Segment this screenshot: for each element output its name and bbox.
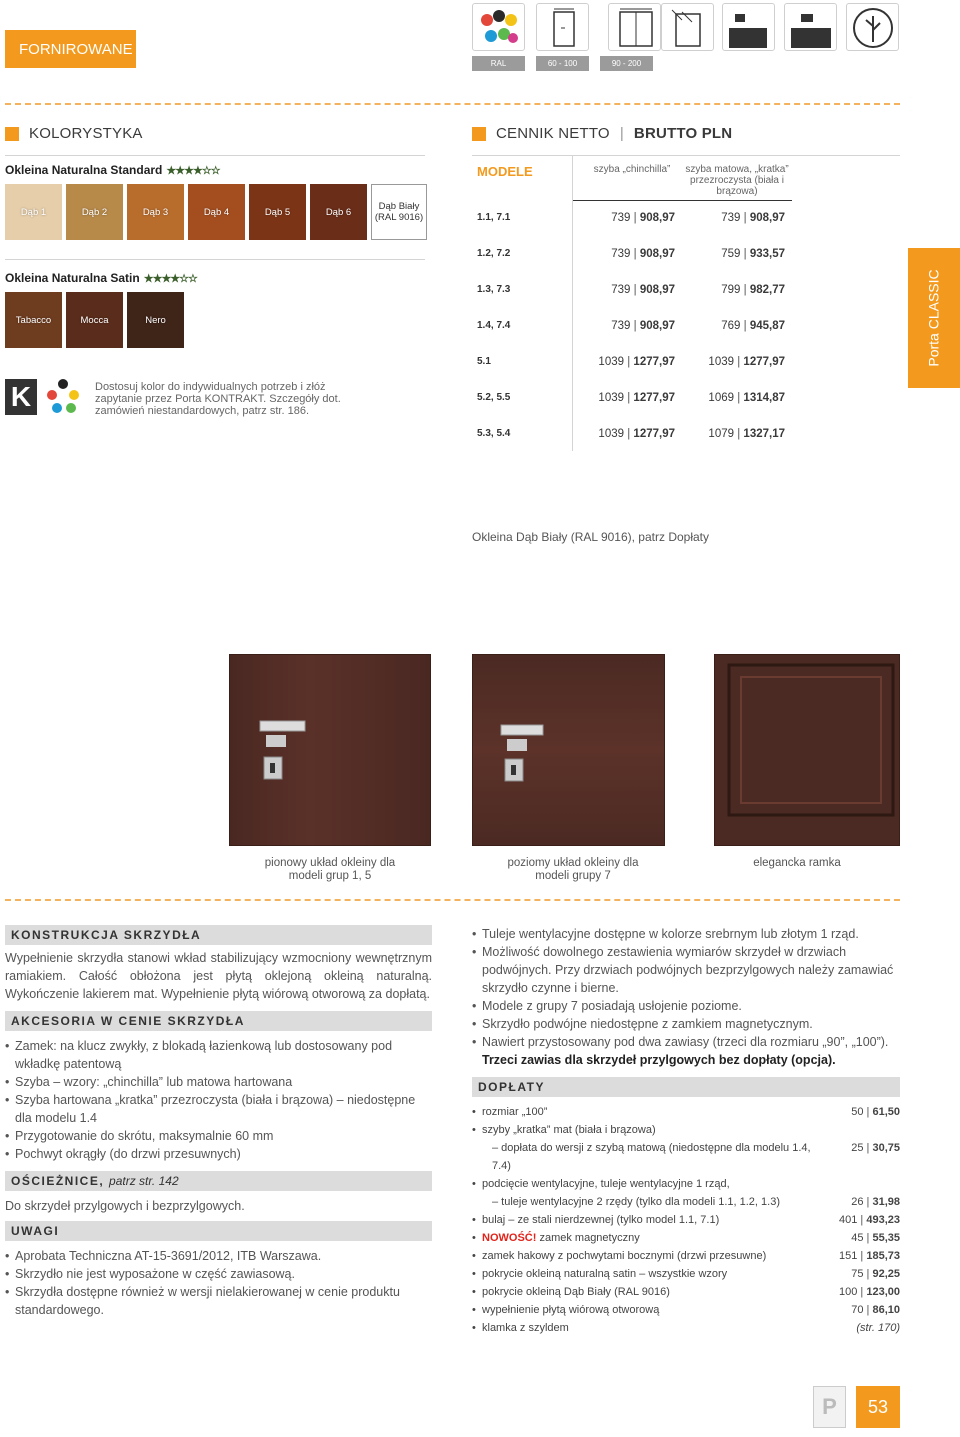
- netto-value: 769: [721, 320, 741, 332]
- list-item: • Tuleje wentylacyjne dostępne w kolorze srebrnym lub złotym 1 rząd.: [472, 925, 900, 943]
- addon-price: [820, 1121, 900, 1139]
- addon-row: [472, 1121, 900, 1139]
- ral-colors-icon: [472, 3, 525, 51]
- swatch-dab-3[interactable]: [127, 184, 184, 240]
- netto-value: 739: [721, 212, 741, 224]
- brutto-value: 86,10: [872, 1304, 900, 1316]
- swatch-label: Dąb 6: [325, 206, 352, 218]
- netto-value: 75: [851, 1268, 864, 1280]
- addon-row: [472, 1229, 900, 1247]
- netto-value: 45: [851, 1232, 864, 1244]
- oscieznice-title: OŚCIEŻNICE,: [11, 1174, 105, 1188]
- netto-value: 1039: [708, 356, 735, 368]
- addon-text: – dopłata do wersji z szybą matową (niedostępne dla modelu 1.4, 7.4): [492, 1142, 811, 1172]
- swatch-label: Dąb 3: [142, 206, 169, 218]
- model-cell: 5.3, 5.4: [477, 428, 511, 439]
- addon-price: 70 | 86,10: [851, 1304, 900, 1316]
- addon-row: [472, 1103, 900, 1121]
- list-item: • Szyba hartowana „kratka” przezroczysta (biała i brązowa) – niedostępne dla modelu 1.4: [5, 1091, 432, 1127]
- list-item: • Zamek: na klucz zwykły, z blokadą łazienkową lub dostosowany pod wkładkę patentową: [5, 1037, 432, 1073]
- list-item: • Nawiert przystosowany pod dwa zawiasy (trzeci dla rozmiaru „90”, „100”).: [472, 1033, 900, 1051]
- ral-label: RAL: [472, 56, 525, 71]
- swatch-label: Dąb 5: [264, 206, 291, 218]
- list-item: • Przygotowanie do skrótu, maksymalnie 60 mm: [5, 1127, 432, 1145]
- addon-price: 26 | 31,98: [851, 1196, 900, 1208]
- addon-label: [472, 1229, 820, 1247]
- model-cell: 5.2, 5.5: [477, 392, 511, 403]
- addon-row: [472, 1193, 900, 1211]
- model-cell: 1.2, 7.2: [477, 248, 511, 259]
- doplaty-heading: DOPŁATY: [472, 1077, 900, 1097]
- price-header-rule: [572, 200, 792, 201]
- addon-label: [472, 1319, 820, 1337]
- swatch-label: Dąb 1: [20, 206, 47, 218]
- price-matowa: 799 | 982,77: [721, 284, 785, 296]
- addon-label: [472, 1121, 820, 1139]
- addon-label: [472, 1283, 820, 1301]
- standard-title: Okleina Naturalna Standard: [5, 163, 163, 177]
- undercut-icon: [722, 3, 775, 51]
- top-icons: [472, 3, 900, 71]
- price-matowa: 769 | 945,87: [721, 320, 785, 332]
- swatch-label: Tabacco: [15, 314, 52, 326]
- swatch-tabacco[interactable]: [5, 292, 62, 348]
- model-cell: 1.4, 7.4: [477, 320, 511, 331]
- swatch-label: Dąb 2: [81, 206, 108, 218]
- caption-frame: elegancka ramka: [753, 857, 841, 869]
- brutto-value: 185,73: [866, 1250, 900, 1262]
- price-matowa: 1039 | 1277,97: [708, 356, 785, 368]
- model-cell: 1.1, 7.1: [477, 212, 511, 223]
- bullet-square-icon: [472, 127, 486, 141]
- bullet-square-icon: [5, 127, 19, 141]
- netto-value: 50: [851, 1106, 864, 1118]
- satin-swatches: [5, 292, 184, 348]
- brutto-value: 31,98: [872, 1196, 900, 1208]
- addon-price: [820, 1319, 900, 1337]
- konstrukcja-heading: KONSTRUKCJA SKRZYDŁA: [5, 925, 432, 945]
- list-item: • Możliwość dowolnego zestawienia wymiarów skrzydeł w drzwiach podwójnych. Przy drzwiach podwójnych bezprzylgowych należy zamawiać skrzydło czynne i bierne.: [472, 943, 900, 997]
- top-divider: [5, 103, 900, 105]
- addon-row: [472, 1283, 900, 1301]
- porta-classic-side-tab: [908, 248, 960, 388]
- photo-elegant-frame: [714, 654, 900, 846]
- swatch-dab-2[interactable]: [66, 184, 123, 240]
- addon-row: [472, 1247, 900, 1265]
- addon-text: podcięcie wentylacyjne, tuleje wentylacyjne 1 rząd,: [482, 1178, 730, 1190]
- addon-row: [472, 1139, 900, 1175]
- double-door-icon: [608, 3, 661, 51]
- page-number: 53: [856, 1386, 900, 1428]
- kolorystyka-title: KOLORYSTYKA: [29, 125, 143, 142]
- ventilation-icon: [661, 3, 714, 51]
- netto-value: 100: [839, 1286, 858, 1298]
- price-row: [477, 212, 785, 224]
- addon-price: 50 | 61,50: [851, 1106, 900, 1118]
- note-text-2: zamówień niestandardowych, patrz str. 186.: [95, 405, 310, 417]
- brutto-value: 493,23: [866, 1214, 900, 1226]
- standard-group-title: [5, 163, 220, 177]
- uwagi-heading: UWAGI: [5, 1221, 432, 1241]
- price-matowa: 1079 | 1327,17: [708, 428, 785, 440]
- akcesoria-heading: AKCESORIA W CENIE SKRZYDŁA: [5, 1011, 432, 1031]
- addon-label: [472, 1175, 820, 1193]
- cennik-netto-title: CENNIK NETTO: [496, 125, 610, 142]
- kolorystyka-rule: [5, 155, 425, 156]
- brutto-value: 1327,17: [743, 428, 785, 440]
- list-item: • Pochwyt okrągły (do drzwi przesuwnych): [5, 1145, 432, 1163]
- col-matowa: szyba matowa, „kratka” przezroczysta (biała i brązowa): [685, 164, 789, 197]
- addon-text: zamek hakowy z pochwytami bocznymi (drzwi przesuwne): [482, 1250, 767, 1262]
- addon-price: 151 | 185,73: [839, 1250, 900, 1262]
- addon-row: [472, 1211, 900, 1229]
- addon-row: [472, 1265, 900, 1283]
- list-item: • Modele z grupy 7 posiadają usłojenie poziome.: [472, 997, 900, 1015]
- list-item: • Aprobata Techniczna AT-15-3691/2012, ITB Warszawa.: [5, 1247, 432, 1265]
- cennik-heading: CENNIK NETTO | BRUTTO PLN: [472, 125, 732, 142]
- addon-text: wypełnienie płytą wiórową otworową: [482, 1304, 660, 1316]
- doplaty-table: [472, 1103, 900, 1337]
- netto-value: 739: [611, 248, 631, 260]
- list-item: • Skrzydło nie jest wyposażone w część zawiasową.: [5, 1265, 432, 1283]
- addon-ref[interactable]: (str. 170): [856, 1322, 900, 1334]
- addon-text: bulaj – ze stali nierdzewnej (tylko model 1.1, 7.1): [482, 1214, 720, 1226]
- col-chinchilla: szyba „chinchilla”: [593, 164, 671, 175]
- single-door-icon: [536, 3, 589, 51]
- footnote-text: Okleina Dąb Biały (RAL 9016), patrz Dopłaty: [472, 530, 709, 544]
- netto-value: 759: [721, 248, 741, 260]
- rating-stars-icon: ★★★★☆☆: [143, 273, 197, 285]
- price-chinchilla: 1039 | 1277,97: [598, 428, 675, 440]
- addon-text: klamka z szyldem: [482, 1322, 569, 1334]
- brutto-value: 908,97: [639, 320, 675, 332]
- photo-vertical-veneer: [229, 654, 431, 846]
- netto-value: 25: [851, 1142, 864, 1154]
- swatch-dab-4[interactable]: [188, 184, 245, 240]
- satin-group-title: [5, 271, 197, 285]
- addon-label: [472, 1211, 820, 1229]
- addon-price: [820, 1175, 900, 1193]
- netto-value: 26: [851, 1196, 864, 1208]
- netto-value: 70: [851, 1304, 864, 1316]
- price-chinchilla: 739 | 908,97: [611, 284, 675, 296]
- swatch-mocca[interactable]: [66, 292, 123, 348]
- price-chinchilla: 739 | 908,97: [611, 212, 675, 224]
- brutto-value: 908,97: [639, 212, 675, 224]
- satin-title: Okleina Naturalna Satin: [5, 271, 140, 285]
- standard-swatches: [5, 184, 427, 240]
- price-col-divider: [572, 155, 573, 451]
- width-90-200-label: 90 - 200: [600, 56, 653, 71]
- brutto-value: 945,87: [749, 320, 785, 332]
- addon-label: [472, 1103, 820, 1121]
- model-cell: 1.3, 7.3: [477, 284, 511, 295]
- addon-text: pokrycie okleiną Dąb Biały (RAL 9016): [482, 1286, 670, 1298]
- brutto-value: 55,35: [872, 1232, 900, 1244]
- caption-vertical: pionowy układ okleiny dla modeli grup 1, 5: [264, 857, 396, 882]
- netto-value: 739: [611, 320, 631, 332]
- swatch-dab-1[interactable]: [5, 184, 62, 240]
- netto-value: 1069: [708, 392, 735, 404]
- netto-value: 1039: [598, 428, 625, 440]
- list-item: • Skrzydła dostępne również w wersji nielakierowanej w cenie produktu standardowego.: [5, 1283, 432, 1319]
- price-matowa: 739 | 908,97: [721, 212, 785, 224]
- price-chinchilla: 739 | 908,97: [611, 248, 675, 260]
- price-row: [477, 356, 785, 368]
- oscieznice-ref[interactable]: patrz str. 142: [109, 1174, 179, 1188]
- door-handle-icon: [473, 655, 664, 845]
- oscieznice-text: Do skrzydeł przylgowych i bezprzylgowych.: [5, 1199, 245, 1213]
- addon-price: 75 | 92,25: [851, 1268, 900, 1280]
- brutto-value: 123,00: [866, 1286, 900, 1298]
- kontrakt-logo-icon: K: [5, 379, 37, 415]
- cennik-brutto-title: BRUTTO PLN: [633, 125, 733, 142]
- rating-stars-icon: ★★★★☆☆: [166, 165, 220, 177]
- addon-row: [472, 1175, 900, 1193]
- oscieznice-heading: [5, 1171, 432, 1191]
- price-footnote: [472, 530, 709, 544]
- uwagi-list: [5, 1247, 432, 1319]
- addon-label: [472, 1265, 820, 1283]
- model-cell: 5.1: [477, 356, 491, 367]
- swatch-label: Dąb Biały (RAL 9016): [374, 201, 424, 223]
- addon-label: [472, 1193, 820, 1211]
- brutto-value: 982,77: [749, 284, 785, 296]
- addon-price: 100 | 123,00: [839, 1286, 900, 1298]
- brutto-value: 1277,97: [633, 356, 675, 368]
- brutto-value: 92,25: [872, 1268, 900, 1280]
- addon-text: rozmiar „100”: [482, 1106, 548, 1118]
- brutto-value: 933,57: [749, 248, 785, 260]
- addon-row: [472, 1319, 900, 1337]
- price-chinchilla: 1039 | 1277,97: [598, 356, 675, 368]
- price-matowa: 759 | 933,57: [721, 248, 785, 260]
- netto-value: 151: [839, 1250, 858, 1262]
- addon-text: szyby „kratka” mat (biała i brązowa): [482, 1124, 656, 1136]
- brutto-value: 1277,97: [633, 392, 675, 404]
- swatch-label: Nero: [145, 314, 166, 326]
- info-list: [472, 925, 900, 1051]
- side-tab-label: Porta CLASSIC: [926, 269, 943, 367]
- price-row: [477, 248, 785, 260]
- price-chinchilla: 1039 | 1277,97: [598, 392, 675, 404]
- width-60-100-label: 60 - 100: [536, 56, 589, 71]
- price-matowa: 1069 | 1314,87: [708, 392, 785, 404]
- netto-value: 739: [611, 284, 631, 296]
- brutto-value: 61,50: [872, 1106, 900, 1118]
- netto-value: 799: [721, 284, 741, 296]
- bottom-divider: [5, 899, 900, 901]
- brutto-value: 30,75: [872, 1142, 900, 1154]
- addon-row: [472, 1301, 900, 1319]
- swatch-label: Mocca: [80, 314, 109, 326]
- addon-price: 45 | 55,35: [851, 1232, 900, 1244]
- lock-icon: [784, 3, 837, 51]
- akcesoria-list: [5, 1037, 432, 1163]
- info-bold: Trzeci zawias dla skrzydeł przylgowych bez dopłaty (opcja).: [482, 1053, 836, 1067]
- standard-rule: [5, 259, 425, 260]
- swatch-dab-bialy[interactable]: [371, 184, 427, 240]
- addon-text: zamek magnetyczny: [539, 1232, 640, 1244]
- netto-value: 1079: [708, 428, 735, 440]
- addon-price: 401 | 493,23: [839, 1214, 900, 1226]
- price-table-header: [477, 162, 797, 200]
- netto-value: 739: [611, 212, 631, 224]
- brutto-value: 908,97: [639, 284, 675, 296]
- caption-horizontal: poziomy układ okleiny dla modeli grupy 7: [507, 857, 639, 882]
- door-frame-icon: [715, 655, 899, 845]
- addon-label: [472, 1247, 820, 1265]
- cennik-rule: [472, 155, 900, 156]
- brutto-value: 908,97: [749, 212, 785, 224]
- note-text: Dostosuj kolor do indywidualnych potrzeb i złóż zapytanie przez Porta KONTRAKT. Szczegóły dot.: [95, 381, 341, 405]
- color-dots-icon: [45, 378, 81, 416]
- brutto-value: 1277,97: [743, 356, 785, 368]
- door-handle-icon: [230, 655, 430, 845]
- swatch-dab-5[interactable]: [249, 184, 306, 240]
- price-row: [477, 392, 785, 404]
- swatch-label: Dąb 4: [203, 206, 230, 218]
- brutto-value: 908,97: [639, 248, 675, 260]
- swatch-nero[interactable]: [127, 292, 184, 348]
- eco-tree-icon: [846, 3, 899, 51]
- col-modele: MODELE: [477, 164, 533, 179]
- netto-value: 1039: [598, 356, 625, 368]
- price-row: [477, 320, 785, 332]
- left-column: [5, 925, 432, 1319]
- addon-label: [472, 1301, 820, 1319]
- addon-text: – tuleje wentylacyjne 2 rzędy (tylko dla modeli 1.1, 1.2, 1.3): [492, 1196, 780, 1208]
- kolorystyka-heading: [5, 125, 143, 142]
- netto-value: 401: [839, 1214, 858, 1226]
- porta-logo-icon: P: [813, 1386, 846, 1428]
- price-chinchilla: 739 | 908,97: [611, 320, 675, 332]
- price-row: [477, 284, 785, 296]
- new-badge: NOWOŚĆ!: [482, 1232, 537, 1244]
- addon-text: pokrycie okleiną naturalną satin – wszystkie wzory: [482, 1268, 728, 1280]
- category-tab: FORNIROWANE: [5, 30, 136, 68]
- addon-price: 25 | 30,75: [851, 1142, 900, 1154]
- list-item: • Skrzydło podwójne niedostępne z zamkiem magnetycznym.: [472, 1015, 900, 1033]
- konstrukcja-text: Wypełnienie skrzydła stanowi wkład stabilizujący wzmocniony wewnętrznym ramiakiem. Całość obłożona jest płytą oklejoną okleiną naturalną. Wykończenie lakierem mat. Wypełnienie płytą wiórową otworową za dopłatą.: [5, 951, 432, 1001]
- right-column: [472, 925, 900, 1337]
- photo-horizontal-veneer: [472, 654, 665, 846]
- list-item: • Szyba – wzory: „chinchilla” lub matowa hartowana: [5, 1073, 432, 1091]
- addon-label: [472, 1139, 820, 1175]
- price-row: [477, 428, 785, 440]
- kontrakt-note: [95, 381, 355, 417]
- swatch-dab-6[interactable]: [310, 184, 367, 240]
- brutto-value: 1277,97: [633, 428, 675, 440]
- brutto-value: 1314,87: [743, 392, 785, 404]
- netto-value: 1039: [598, 392, 625, 404]
